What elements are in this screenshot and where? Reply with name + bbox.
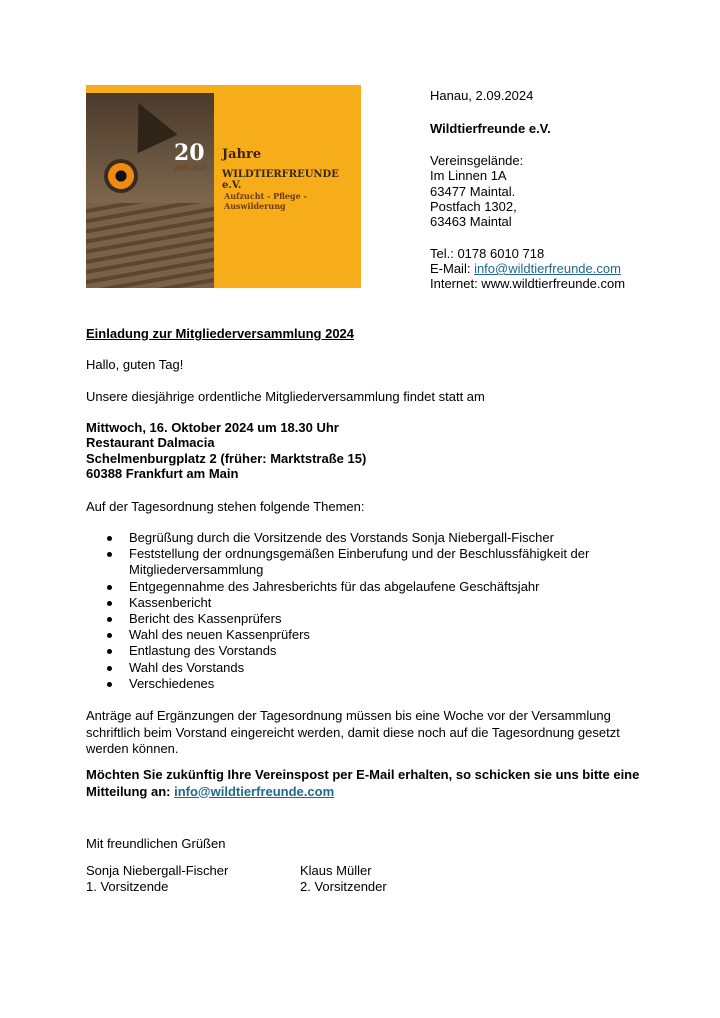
agenda-item: Wahl des neuen Kassenprüfers [86, 627, 626, 643]
event-street: Schelmenburgplatz 2 (früher: Marktstraße 15) [86, 451, 367, 466]
owl-feathers [86, 203, 214, 288]
owl-ear-tuft [119, 94, 178, 153]
signer1-role: 1. Vorsitzende [86, 879, 169, 894]
signer2-role: 2. Vorsitzender [300, 879, 387, 894]
event-city: 60388 Frankfurt am Main [86, 466, 239, 481]
agenda-item: Entlastung des Vorstands [86, 643, 626, 659]
owl-image [86, 93, 214, 288]
address-line: Vereinsgelände: [430, 153, 524, 168]
sender-telephone: Tel.: 0178 6010 718 [430, 246, 545, 261]
letter-closing: Mit freundlichen Grüßen [86, 836, 226, 851]
signer1-name: Sonja Niebergall-Fischer [86, 863, 229, 878]
address-line: 63477 Maintal. [430, 184, 516, 199]
agenda-item: Wahl des Vorstands [86, 660, 626, 676]
agenda-item: Begrüßung durch die Vorsitzende des Vorstands Sonja Niebergall-Fischer [86, 530, 626, 546]
logo-club-name: WILDTIERFREUNDE e.V. [222, 169, 339, 191]
event-date: Mittwoch, 16. Oktober 2024 um 18.30 Uhr [86, 420, 339, 435]
letter-intro: Unsere diesjährige ordentliche Mitgliederversammlung findet statt am [86, 389, 485, 404]
agenda-item: Kassenbericht [86, 595, 626, 611]
signer2-name: Klaus Müller [300, 863, 372, 878]
club-logo [86, 85, 361, 288]
agenda-item: Verschiedenes [86, 676, 626, 692]
sender-email-link[interactable]: info@wildtierfreunde.com [474, 261, 621, 276]
agenda-item: Bericht des Kassenprüfers [86, 611, 626, 627]
logo-anniversary-number: 20 [174, 140, 205, 166]
email-label: E-Mail: [430, 261, 475, 276]
agenda-item: Feststellung der ordnungsgemäßen Einberufung und der Beschlussfähigkeit der Mitgliederversammlung [86, 546, 626, 578]
logo-years: 2005-2025 [174, 165, 207, 172]
email-post-note-text: Möchten Sie zukünftig Ihre Vereinspost per E-Mail erhalten, so schicken sie uns bitte eine Mitteilung an: [86, 767, 640, 799]
agenda-item: Entgegennahme des Jahresberichts für das abgelaufene Geschäftsjahr [86, 579, 626, 595]
address-line: Im Linnen 1A [430, 168, 507, 183]
agenda-list [86, 530, 626, 692]
address-line: Postfach 1302, [430, 199, 517, 214]
email-post-note [86, 767, 646, 800]
letter-subject: Einladung zur Mitgliederversammlung 2024 [86, 326, 355, 341]
address-line: 63463 Maintal [430, 214, 512, 229]
letter-greeting: Hallo, guten Tag! [86, 357, 184, 372]
owl-eye [108, 163, 134, 189]
agenda-intro: Auf der Tagesordnung stehen folgende Themen: [86, 499, 365, 514]
logo-jahre: Jahre [222, 147, 262, 162]
sender-internet: Internet: www.wildtierfreunde.com [430, 276, 626, 291]
logo-tagline: Aufzucht - Pflege - Auswilderung [224, 191, 307, 211]
agenda-requests-paragraph: Anträge auf Ergänzungen der Tagesordnung müssen bis eine Woche vor der Versammlung schriftlich beim Vorstand eingereicht werden, damit diese noch auf die Tagesordnung gesetzt werden können. [86, 708, 620, 756]
email-post-note-link[interactable]: info@wildtierfreunde.com [174, 783, 335, 799]
event-venue: Restaurant Dalmacia [86, 435, 215, 450]
sender-email-line [430, 261, 621, 277]
letter-date: Hanau, 2.09.2024 [430, 88, 534, 103]
sender-org-name: Wildtierfreunde e.V. [430, 121, 551, 136]
